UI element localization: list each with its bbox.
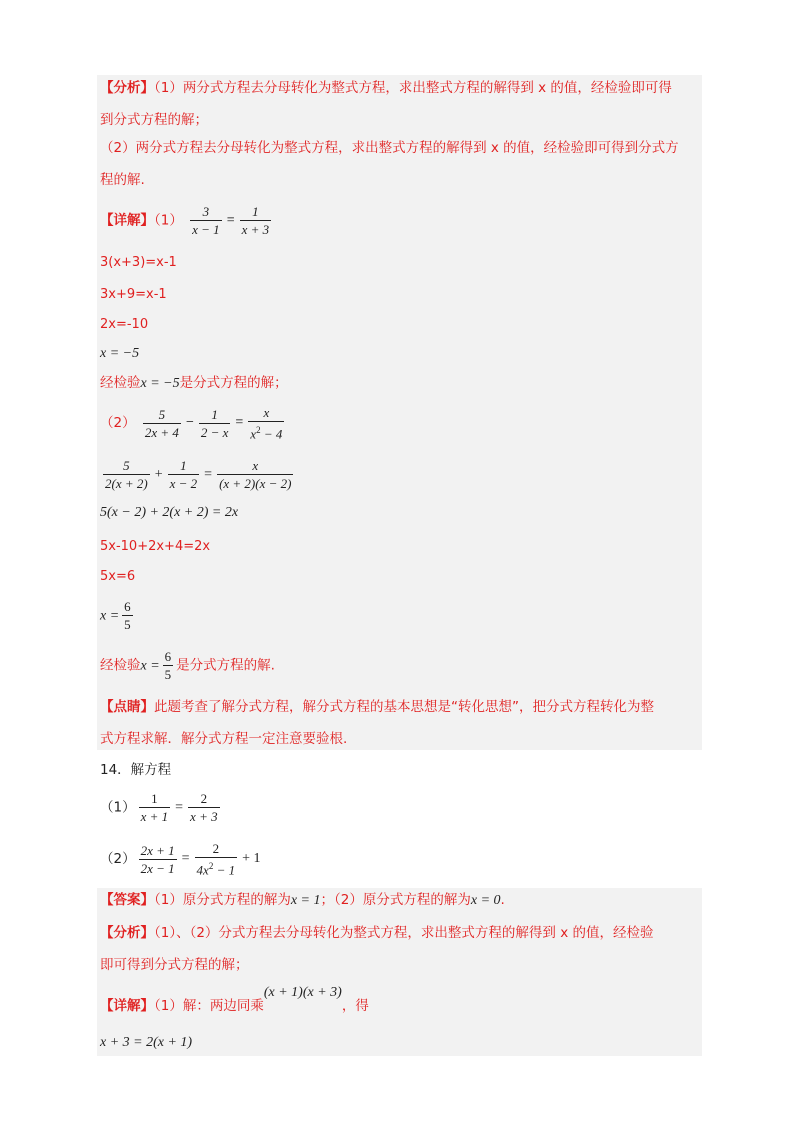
analysis-line-1: 【分析】（1）两分式方程去分母转化为整式方程，求出整式方程的解得到 x 的值，经检验即可得 — [100, 80, 672, 96]
check-2: 经检验x = $\frac{6}{5}$ 是分式方程的解. — [100, 649, 275, 682]
analysis-line-3: （2）两分式方程去分母转化为整式方程，求出整式方程的解得到 x 的值，经检验即可得到分式方 — [100, 140, 679, 156]
detail-eq-2: （2） $\frac{5}{2x + 4}$ − $\frac{1}{2 - x}$ = $\frac{x}{x^2 - 4}$ — [100, 405, 283, 442]
result-1: x = −5 — [100, 346, 140, 361]
analysis-line-4: 程的解. — [100, 172, 145, 188]
analysis-14-line-1: 【分析】（1）、（2）分式方程去分母转化为整式方程，求出整式方程的解得到 x 的值，经检验 — [100, 925, 654, 941]
step-1: 3(x+3)=x-1 — [100, 255, 177, 270]
detail-14-eq: x + 3 = 2(x + 1) — [100, 1035, 193, 1050]
step-4: 5x-10+2x+4=2x — [100, 539, 211, 554]
result-2: x = $\frac{6}{5}$ — [100, 599, 131, 632]
step-2: 3x+9=x-1 — [100, 287, 167, 302]
detail-14-line: 【详解】（1）解：两边同乘(x + 1)(x + 3)，得 — [100, 985, 369, 1014]
answer-line: 【答案】（1）原分式方程的解为x = 1；（2）原分式方程的解为x = 0. — [100, 892, 505, 908]
detail-eq-1: 【详解】（1） $\frac{3}{x - 1}$ = $\frac{1}{x + 3}$ — [100, 204, 270, 237]
question-14-eq-1: （1） $\frac{1}{x + 1}$ = $\frac{2}{x + 3}$ — [100, 791, 218, 824]
question-14-eq-2: （2） $\frac{2x + 1}{2x - 1}$ = $\frac{2}{4x^2 - 1}$ + 1 — [100, 841, 261, 878]
question-14-title: 14．解方程 — [100, 762, 172, 778]
comment-line-1: 【点睛】此题考查了解分式方程，解分式方程的基本思想是“转化思想”，把分式方程转化为整 — [100, 699, 654, 715]
comment-line-2: 式方程求解．解分式方程一定注意要验根. — [100, 731, 348, 747]
step-5: 5x=6 — [100, 569, 136, 584]
step-3: 2x=-10 — [100, 317, 149, 332]
detail-eq-4: 5(x − 2) + 2(x + 2) = 2x — [100, 505, 239, 520]
analysis-14-line-2: 即可得到分式方程的解； — [100, 957, 249, 973]
analysis-line-2: 到分式方程的解； — [100, 112, 208, 128]
detail-eq-3: $\frac{5}{2(x + 2)}$ + $\frac{1}{x - 2}$ = $\frac{x}{(x + 2)(x - 2)}$ — [105, 458, 292, 491]
check-1: 经检验x = −5是分式方程的解； — [100, 375, 288, 391]
